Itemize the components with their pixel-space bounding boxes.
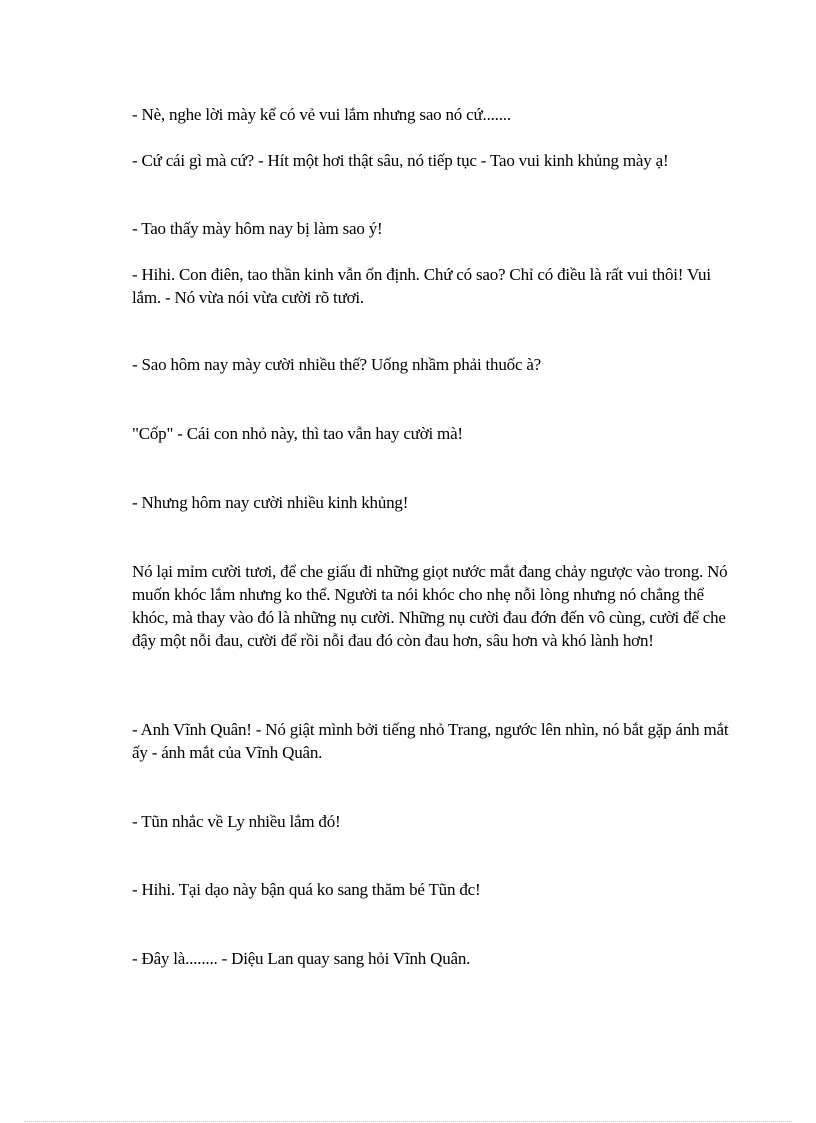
paragraph-7: - Nhưng hôm nay cười nhiều kinh khủng!: [132, 493, 409, 512]
paragraph-9: - Anh Vĩnh Quân! - Nó giật mình bởi tiếng nhỏ Trang, ngước lên nhìn, nó bắt gặp ánh mắt ấy - ánh mắt của Vĩnh Quân.: [132, 720, 729, 762]
paragraph-2: - Cứ cái gì mà cứ? - Hít một hơi thật sâu, nó tiếp tục - Tao vui kinh khủng mày ạ!: [132, 151, 669, 170]
paragraph-6: "Cốp" - Cái con nhỏ này, thì tao vẫn hay cười mà!: [132, 424, 463, 443]
paragraph-4: - Hihi. Con điên, tao thần kinh vẫn ổn định. Chứ có sao? Chỉ có điều là rất vui thôi! Vui lắm. - Nó vừa nói vừa cười rõ tươi.: [132, 265, 711, 307]
paragraph-5: - Sao hôm nay mày cười nhiều thế? Uống nhầm phải thuốc à?: [132, 355, 542, 374]
page-bottom-divider: [24, 1121, 792, 1122]
paragraph-11: - Hihi. Tại dạo này bận quá ko sang thăm bé Tũn đc!: [132, 880, 481, 899]
paragraph-10: - Tũn nhắc về Ly nhiều lắm đó!: [132, 812, 341, 831]
paragraph-3: - Tao thấy mày hôm nay bị làm sao ý!: [132, 219, 383, 238]
paragraph-8: Nó lại mỉm cười tươi, để che giấu đi những giọt nước mắt đang chảy ngược vào trong. Nó muốn khóc lắm nhưng ko thể. Người ta nói khóc cho nhẹ nỗi lòng nhưng nó chẳng thể khóc, mà thay vào đó là những nụ cười. Những nụ cười đau đớn đến vô cùng, cười để che đậy một nỗi đau, cười để rồi nỗi đau đó còn đau hơn, sâu hơn và khó lành hơn!: [132, 562, 728, 650]
paragraph-12: - Đây là........ - Diệu Lan quay sang hỏi Vĩnh Quân.: [132, 949, 471, 968]
paragraph-1: - Nè, nghe lời mày kể có vẻ vui lắm nhưng sao nó cứ.......: [132, 105, 511, 124]
